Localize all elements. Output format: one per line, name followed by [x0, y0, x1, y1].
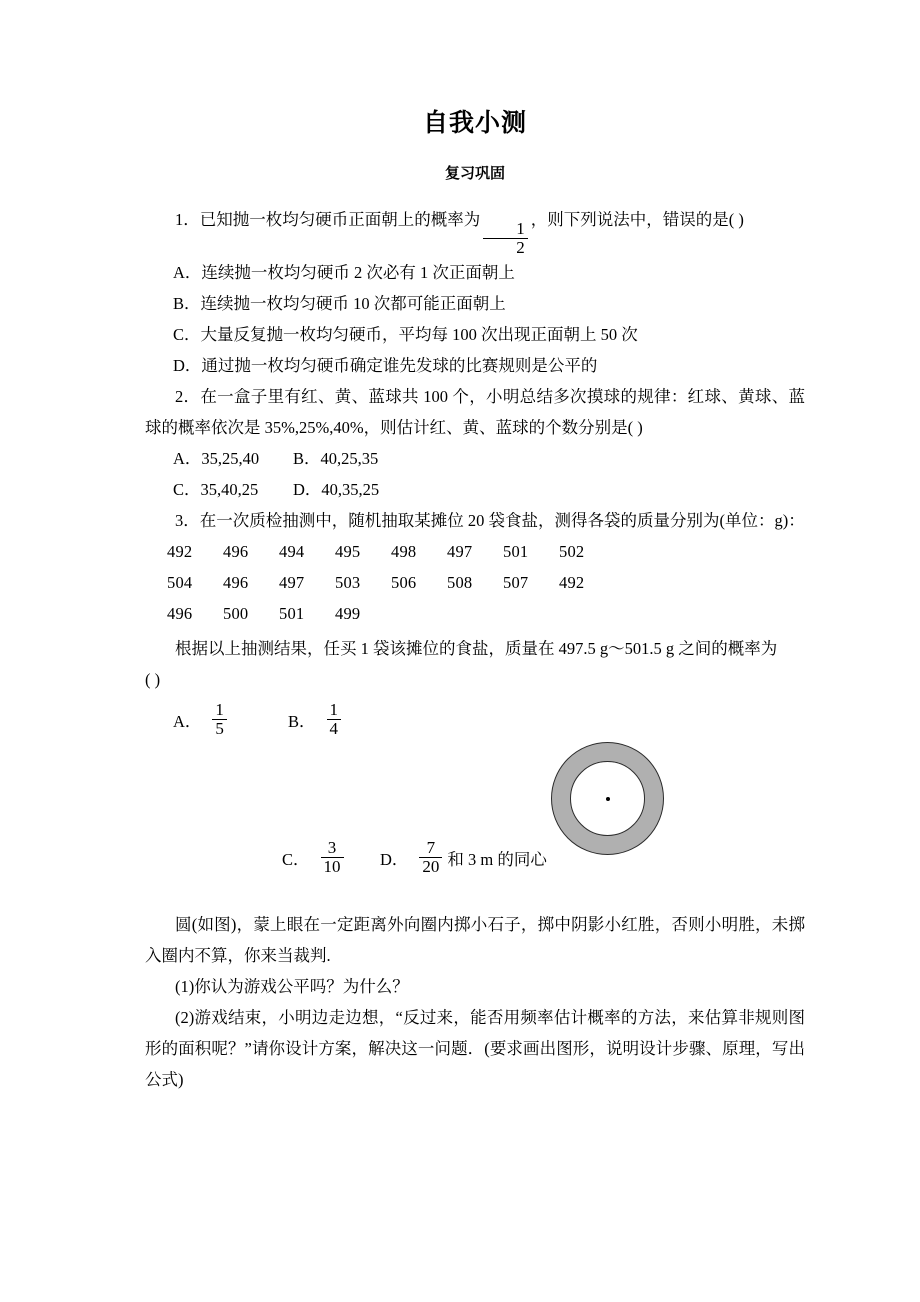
data-value: 499	[335, 604, 361, 624]
question-3-data-row-2	[145, 567, 805, 598]
question-3-number: 3．	[175, 511, 200, 531]
fraction-one-quarter	[327, 701, 342, 738]
question-1-text-before: 已知抛一枚均匀硬币正面朝上的概率为	[199, 210, 481, 229]
center-point-dot	[606, 797, 610, 801]
fraction-one-half	[483, 220, 528, 257]
question-2-number: 2．	[175, 387, 201, 407]
question-3-options-row-1	[145, 695, 805, 751]
question-3-option-d	[380, 839, 547, 876]
data-value: 504	[167, 573, 193, 593]
question-1-option-d: D．通过抛一枚均匀硬币确定谁先发球的比赛规则是公平的	[173, 356, 598, 376]
fraction-numerator: 7	[426, 838, 436, 858]
fraction-denominator: 4	[327, 719, 342, 738]
question-2-option-c: C．35,40,25	[173, 480, 259, 500]
question-4-subquestion-1: (1)你认为游戏公平吗？为什么？	[175, 977, 409, 997]
question-2-option-b: B．40,25,35	[293, 449, 379, 469]
fraction-denominator: 5	[212, 719, 227, 738]
fraction-denominator: 10	[321, 857, 344, 876]
data-value: 492	[167, 542, 193, 562]
question-3-option-c	[282, 839, 347, 876]
section-heading: 复习巩固	[444, 164, 505, 182]
data-value: 497	[447, 542, 473, 562]
document-content	[145, 0, 805, 1095]
data-value: 497	[279, 573, 305, 593]
question-2-stem	[145, 381, 805, 443]
option-label: C．	[282, 849, 310, 869]
fraction-denominator: 2	[483, 238, 528, 257]
fraction-one-fifth	[212, 701, 227, 738]
data-value: 500	[223, 604, 249, 624]
question-2-option-a: A．35,25,40	[173, 449, 260, 469]
data-value: 507	[503, 573, 529, 593]
question-4-paragraph: 圆(如图)，蒙上眼在一定距离外向圈内掷小石子，掷中阴影小红胜，否则小明胜，未掷入圈内不算，你来当裁判.	[145, 915, 805, 966]
question-3-options-row-2	[145, 839, 805, 899]
data-value: 502	[559, 542, 585, 562]
question-1-option-b: B．连续抛一枚均匀硬币 10 次都可能正面朝上	[173, 294, 506, 314]
data-value: 496	[223, 573, 249, 593]
data-value: 492	[559, 573, 585, 593]
question-4-subquestion-2: (2)游戏结束，小明边走边想，“反过来，能否用频率估计概率的方法，来估算非规则图形的面积呢？”请你设计方案，解决这一问题．(要求画出图形，说明设计步骤、原理，写出公式)	[145, 1008, 805, 1090]
fraction-seven-twentieths	[419, 839, 442, 876]
fraction-numerator: 1	[215, 700, 224, 720]
question-2-option-d: D．40,35,25	[293, 480, 380, 500]
option-label: A．	[173, 711, 202, 731]
question-3-data-row-3	[145, 598, 805, 629]
data-value: 508	[447, 573, 473, 593]
page-title: 自我小测	[422, 108, 527, 137]
question-1-number: 1．	[175, 210, 200, 229]
question-3-option-b	[288, 701, 344, 738]
question-2-options-row-1	[145, 443, 805, 474]
fraction-numerator: 3	[327, 838, 337, 858]
question-1-option-c: C．大量反复抛一枚均匀硬币，平均每 100 次出现正面朝上 50 次	[173, 325, 638, 345]
option-label: D．	[380, 849, 409, 869]
question-3-data-row-1	[145, 536, 805, 567]
figure-spacer	[145, 751, 805, 839]
question-3-stem-part2: 根据以上抽测结果，任买 1 袋该摊位的食盐，质量在 497.5 g～501.5 g 之间的概率为	[175, 639, 778, 659]
question-2-text: 在一盒子里有红、黄、蓝球共 100 个，小明总结多次摸球的规律：红球、黄球、蓝球的概率依次是 35%,25%,40%，则估计红、黄、蓝球的个数分别是( )	[145, 387, 806, 438]
option-label: B．	[288, 711, 316, 731]
question-1-text-after: ，则下列说法中，错误的是( )	[530, 210, 744, 229]
data-value: 498	[391, 542, 417, 562]
data-value: 495	[335, 542, 361, 562]
data-value: 503	[335, 573, 361, 593]
question-1-stem	[145, 182, 805, 257]
data-value: 494	[279, 542, 305, 562]
annulus-figure	[551, 742, 668, 859]
data-value: 501	[503, 542, 529, 562]
data-value: 496	[223, 542, 249, 562]
question-3-trailing-text: 和 3 m 的同心	[447, 849, 547, 869]
question-1-option-a: A．连续抛一枚均匀硬币 2 次必有 1 次正面朝上	[173, 263, 515, 283]
fraction-numerator: 1	[329, 700, 339, 720]
data-value: 496	[167, 604, 193, 624]
data-value: 501	[279, 604, 305, 624]
question-3-stem	[145, 505, 805, 536]
question-3-option-a	[173, 701, 230, 738]
fraction-numerator: 1	[516, 219, 525, 239]
fraction-denominator: 20	[419, 857, 442, 876]
question-3-text: 在一次质检抽测中，随机抽取某摊位 20 袋食盐，测得各袋的质量分别为(单位：g)：	[199, 511, 805, 531]
question-2-options-row-2	[145, 474, 805, 505]
question-3-answer-blank: ( )	[145, 670, 161, 690]
fraction-three-tenths	[321, 839, 344, 876]
data-value: 506	[391, 573, 417, 593]
